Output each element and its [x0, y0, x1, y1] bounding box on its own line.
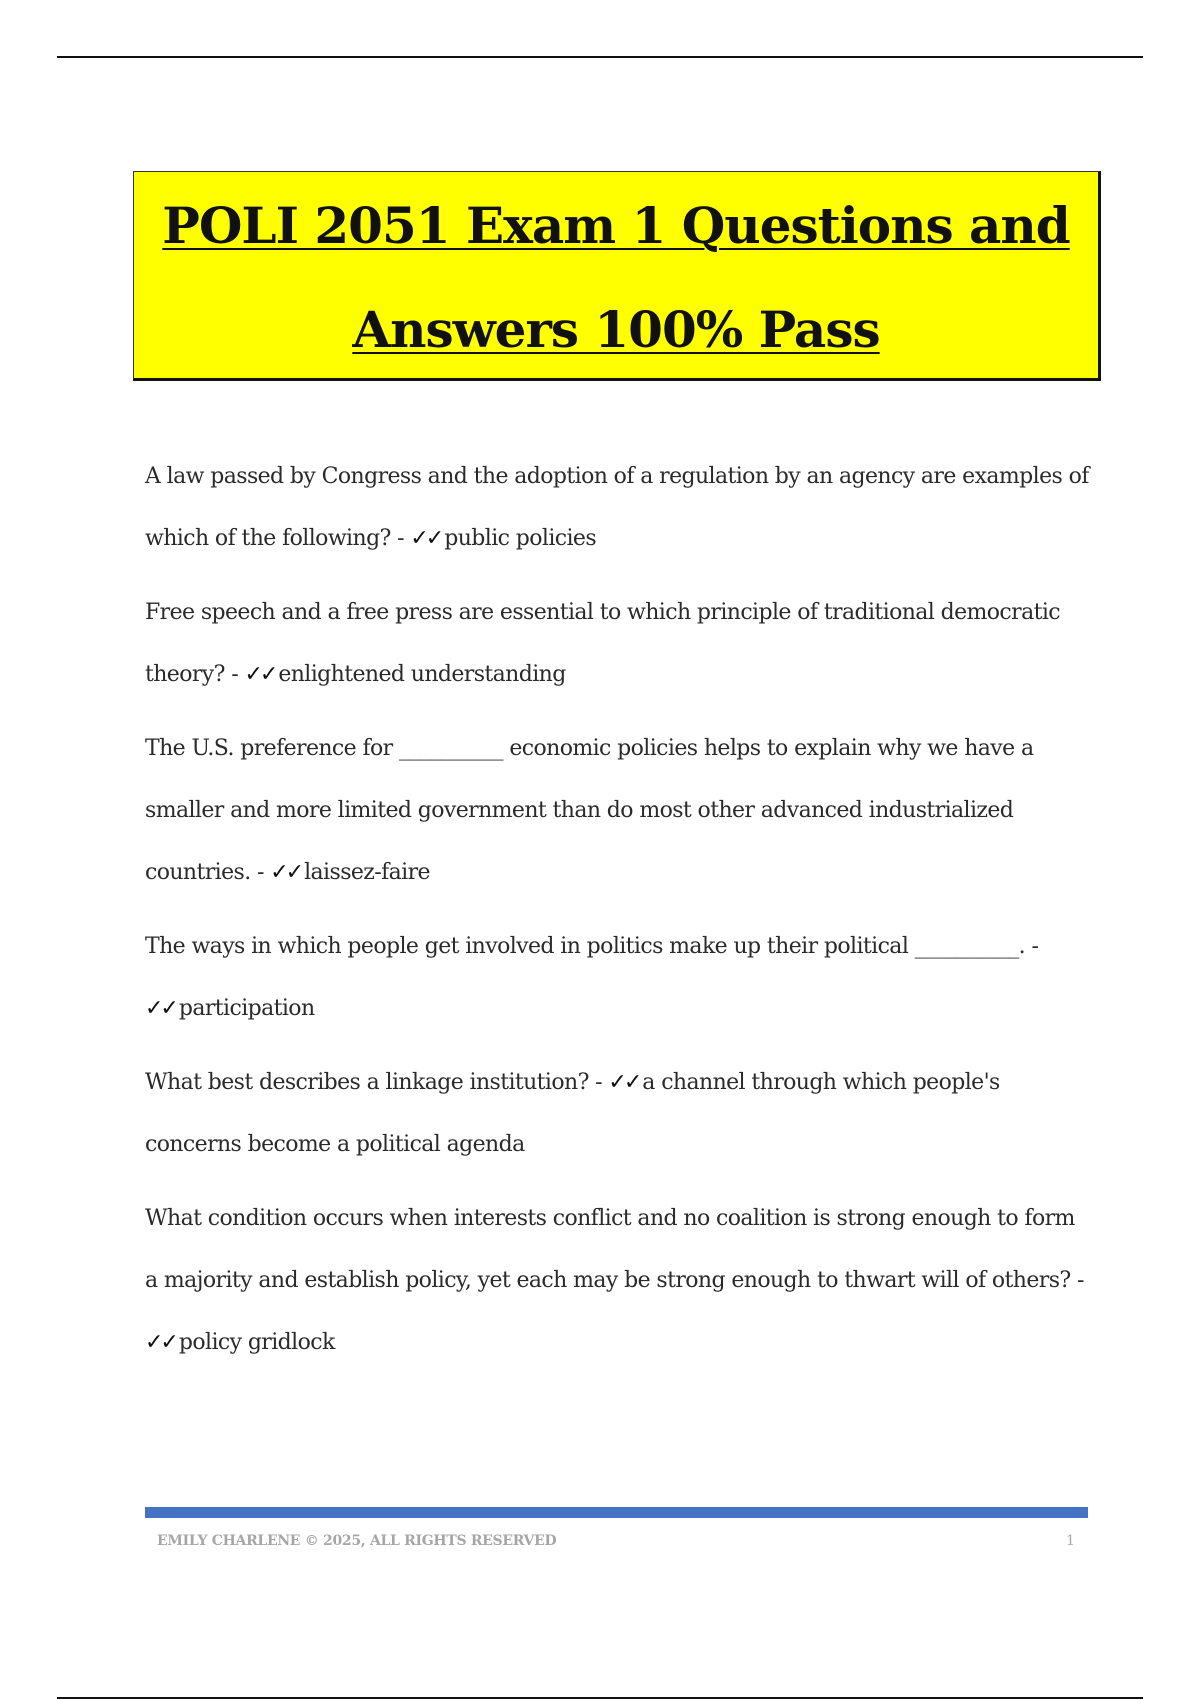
title-line-2: Answers 100% Pass [352, 300, 880, 359]
qa-item [145, 582, 1090, 706]
qa-list [145, 446, 1090, 1386]
qa-item [145, 1052, 1090, 1176]
answer-text: participation [178, 996, 315, 1021]
answer-text: laissez-faire [304, 860, 430, 885]
question-text: What condition occurs when interests conflict and no coalition is strong enough to form a majority and establish policy, yet each may be strong enough to thwart will of others? - [145, 1206, 1084, 1293]
qa-item [145, 446, 1090, 570]
check-mark-icon: ✓✓ [145, 996, 176, 1021]
check-mark-icon: ✓✓ [244, 662, 276, 687]
question-text: The ways in which people get involved in politics make up their political __________. - [145, 934, 1039, 959]
qa-item [145, 718, 1090, 904]
question-text: A law passed by Congress and the adoption of a regulation by an agency are examples of which of the following? - [145, 464, 1089, 551]
answer-text: a channel through which people's concerns become a political agenda [145, 1070, 1000, 1157]
page-number: 1 [1066, 1533, 1075, 1549]
answer-text: policy gridlock [178, 1330, 335, 1355]
top-page-rule [57, 56, 1143, 58]
check-mark-icon: ✓✓ [270, 860, 302, 885]
check-mark-icon: ✓✓ [410, 526, 442, 551]
answer-text: enlightened understanding [278, 662, 566, 687]
answer-text: public policies [444, 526, 597, 551]
check-mark-icon: ✓✓ [145, 1330, 176, 1355]
qa-item [145, 916, 1090, 1040]
title-line-1: POLI 2051 Exam 1 Questions and [162, 196, 1070, 255]
footer-copyright: EMILY CHARLENE © 2025, ALL RIGHTS RESERVED [157, 1533, 557, 1549]
question-text: Free speech and a free press are essential to which principle of traditional democratic theory? - [145, 600, 1060, 687]
bottom-page-rule [57, 1697, 1143, 1699]
qa-item [145, 1188, 1090, 1374]
check-mark-icon: ✓✓ [608, 1070, 640, 1095]
question-text: What best describes a linkage institution? - [145, 1070, 609, 1095]
question-text: The U.S. preference for __________ economic policies helps to explain why we have a smaller and more limited government than do most other advanced industrialized countries. - [145, 736, 1034, 885]
footer-divider-bar [145, 1507, 1088, 1518]
title-box [133, 171, 1101, 381]
